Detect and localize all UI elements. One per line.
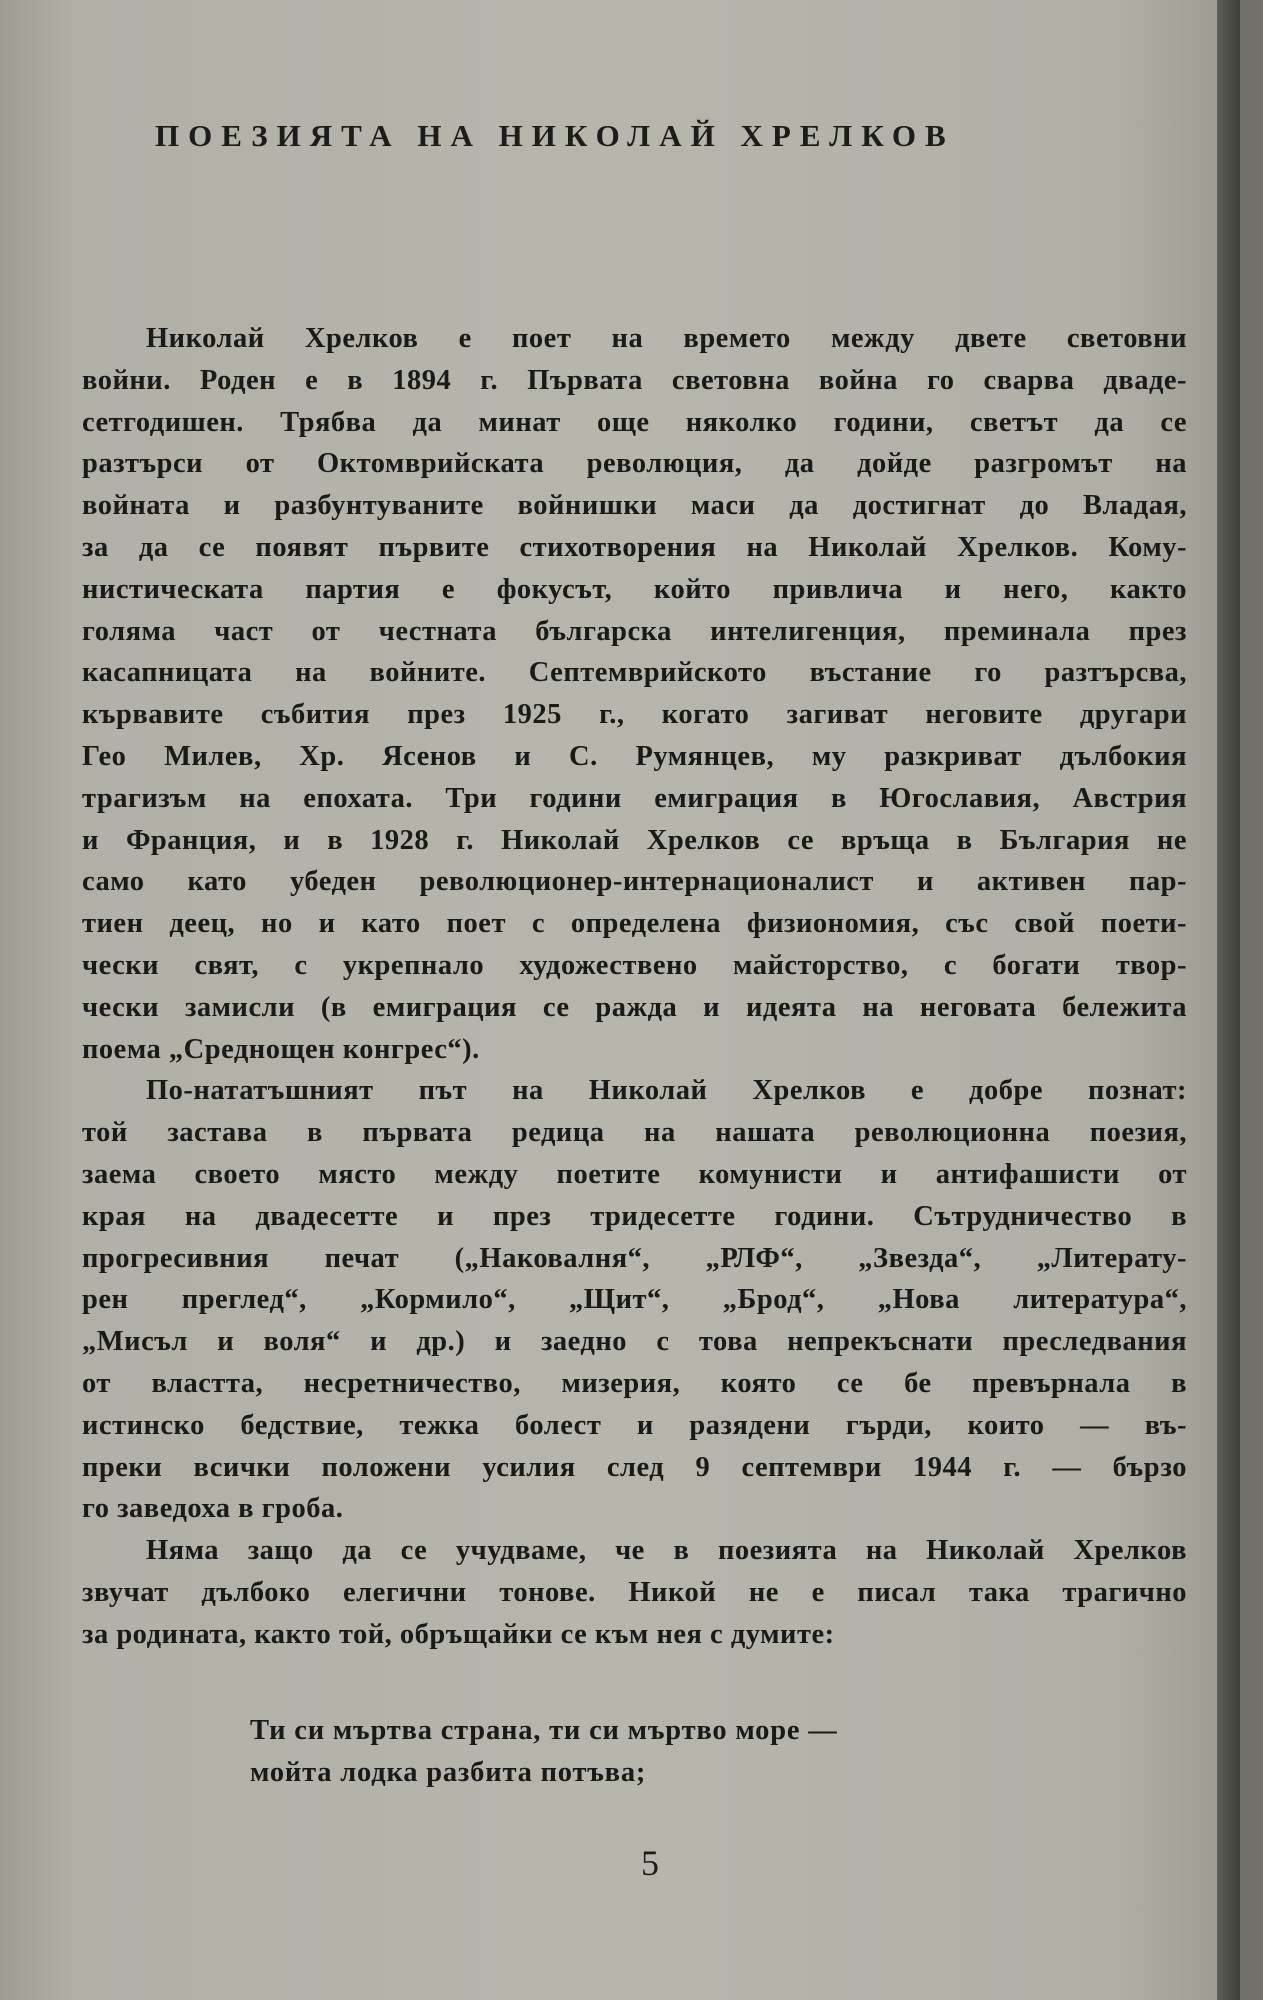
- paragraph-3: [82, 1530, 1187, 1655]
- text-line: звучат дълбоко елегични тонове. Никой не е писал така трагично: [82, 1576, 1187, 1608]
- text-line: Николай Хрелков е поет на времето между двете световни: [146, 323, 1187, 354]
- text-line: кървавите събития през 1925 г., когато загиват неговите другари: [82, 699, 1187, 731]
- text-line: войната и разбунтуваните войнишки маси да достигнат до Владая,: [82, 490, 1187, 522]
- text-line: нистическата партия е фокусът, който привлича и него, както: [82, 573, 1187, 605]
- text-line: за да се появят първите стихотворения на Николай Хрелков. Кому-: [82, 531, 1187, 563]
- text-line: само като убеден революционер-интернационалист и активен пар-: [82, 866, 1187, 898]
- text-line: истинско бедствие, тежка болест и разядени гърди, които — въ-: [82, 1409, 1187, 1441]
- verse-quote: [250, 1710, 838, 1794]
- text-line: поема „Среднощен конгрес“).: [82, 1033, 480, 1065]
- text-line: от властта, несретничество, мизерия, която се бе превърнала в: [82, 1367, 1187, 1399]
- text-line: за родината, както той, обръщайки се към нея с думите:: [82, 1618, 835, 1650]
- verse-line: Ти си мъртва страна, ти си мъртво море —: [250, 1715, 838, 1746]
- text-line: го заведоха в гроба.: [82, 1493, 344, 1525]
- text-line: „Мисъл и воля“ и др.) и заедно с това непрекъснати преследвания: [82, 1326, 1187, 1358]
- paragraph-1: [82, 318, 1187, 1070]
- text-line: края на двадесетте и през тридесетте години. Сътрудничество в: [82, 1200, 1187, 1232]
- text-line: трагизъм на епохата. Три години емиграция в Югославия, Австрия: [82, 782, 1187, 814]
- text-line: рен преглед“, „Кормило“, „Щит“, „Брод“, „Нова литература“,: [82, 1284, 1187, 1316]
- text-line: и Франция, и в 1928 г. Николай Хрелков се връща в България не: [82, 824, 1187, 856]
- text-line: Няма защо да се учудваме, че в поезията на Николай Хрелков: [146, 1535, 1187, 1567]
- text-line: чески свят, с укрепнало художествено майсторство, с богати твор-: [82, 949, 1187, 981]
- text-line: По-нататъшният път на Николай Хрелков е добре познат:: [146, 1075, 1187, 1107]
- text-line: касапницата на войните. Септемврийското въстание го разтърсва,: [82, 657, 1187, 689]
- text-line: тиен деец, но и като поет с определена физиономия, със свой поети-: [82, 908, 1187, 940]
- page-number: 5: [641, 1843, 659, 1883]
- text-line: преки всички положени усилия след 9 септември 1944 г. — бързо: [82, 1451, 1187, 1483]
- text-line: разтърси от Октомврийската революция, да дойде разгромът на: [82, 448, 1187, 480]
- verse-line: мойта лодка разбита потъва;: [250, 1757, 647, 1788]
- text-line: войни. Роден е в 1894 г. Първата световна война го сварва дваде-: [82, 364, 1187, 396]
- text-line: Гео Милев, Хр. Ясенов и С. Румянцев, му разкриват дълбокия: [82, 740, 1187, 772]
- text-line: сетгодишен. Трябва да минат още няколко години, светът да се: [82, 406, 1187, 438]
- text-line: прогресивния печат („Наковалня“, „РЛФ“, „Звезда“, „Литерату-: [82, 1242, 1187, 1274]
- text-line: заема своето място между поетите комунисти и антифашисти от: [82, 1158, 1187, 1190]
- text-line: чески замисли (в емиграция се ражда и идеята на неговата бележита: [82, 991, 1187, 1023]
- chapter-title: ПОЕЗИЯТА НА НИКОЛАЙ ХРЕЛКОВ: [155, 118, 955, 153]
- body-text: [82, 318, 1187, 1656]
- paragraph-2: [82, 1070, 1187, 1530]
- text-line: той застава в първата редица на нашата революционна поезия,: [82, 1117, 1187, 1149]
- text-line: голяма част от честната българска интелигенция, преминала през: [82, 615, 1187, 647]
- page-edge-shadow: [1217, 0, 1240, 2000]
